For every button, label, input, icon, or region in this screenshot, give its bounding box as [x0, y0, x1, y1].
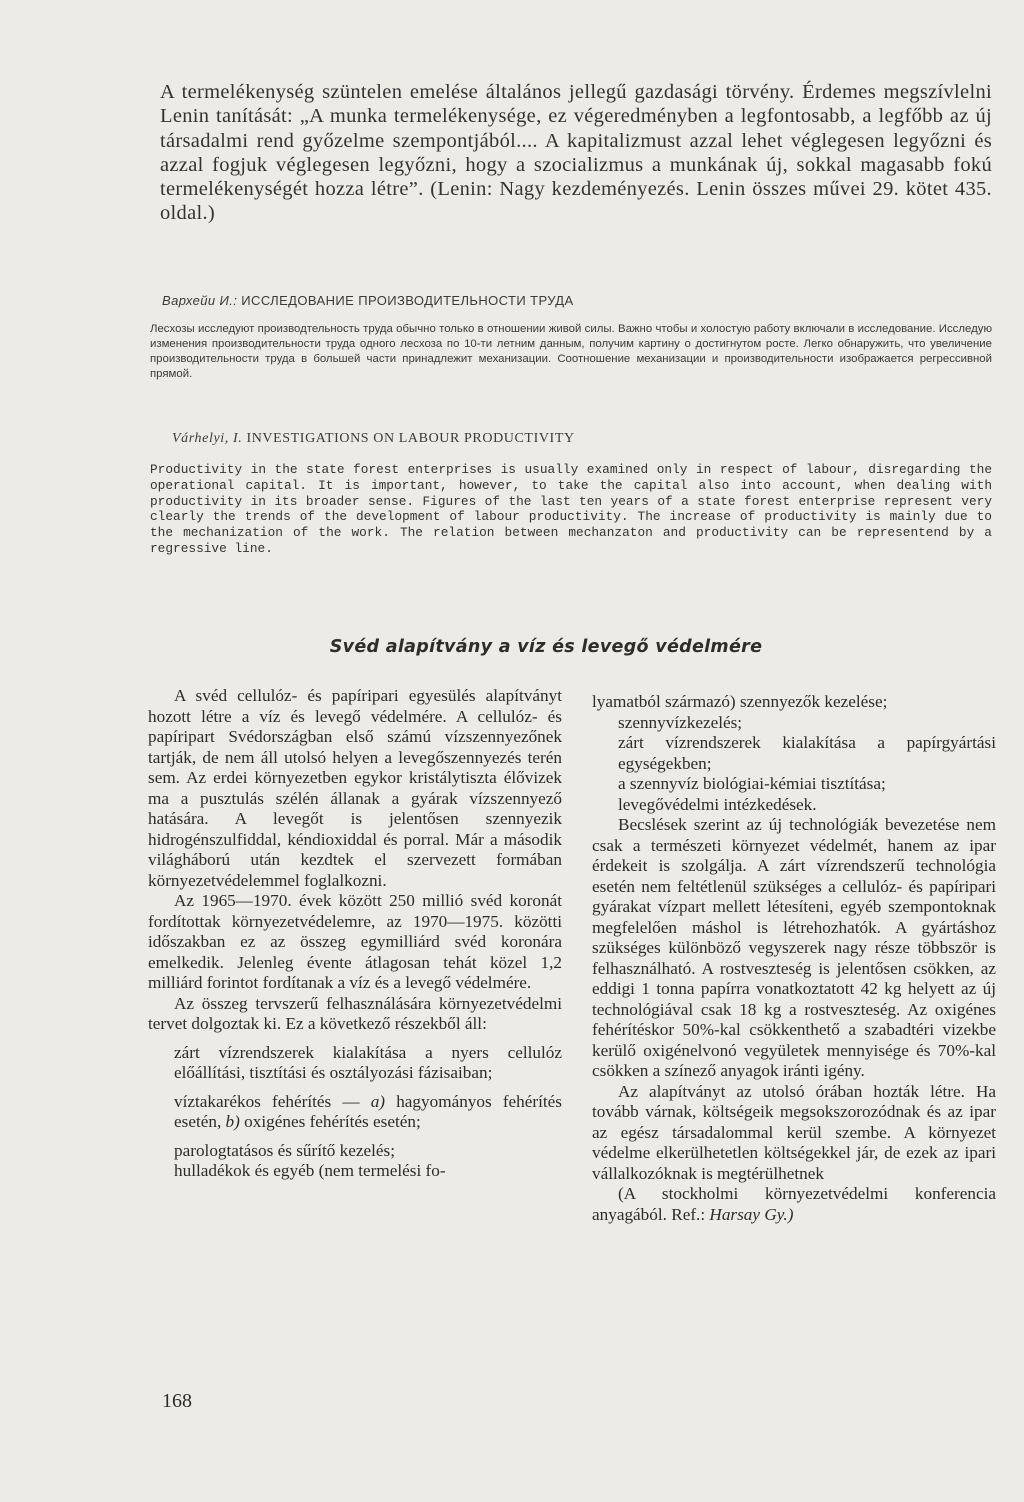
- english-abstract-title: INVESTIGATIONS ON LABOUR PRODUCTIVITY: [246, 431, 575, 446]
- list-item: levegővédelmi intézkedések.: [618, 794, 817, 814]
- lenin-quote-paragraph: [160, 80, 992, 226]
- bleaching-a-text: hagyományos fehérítés esetén,: [174, 1091, 562, 1131]
- english-abstract-text: Productivity in the state forest enterprises is usually examined only in respect of labour, disregarding the operational capital. It is important, however, to take the capital also into account, when dealing with productivity in its broader sense. Figures of the last ten years of a state forest enterprise represent very clearly the trends of the development of labour productivity. The increase of productivity is mainly due to the mechanization of the work. The relation between mechanzaton and productivity can be representend by a regressive line.: [150, 462, 992, 556]
- russian-abstract-heading: [162, 293, 992, 308]
- list-item: zárt vízrendszerek kialakítása a papírgyártási egységekben;: [618, 733, 996, 773]
- bleaching-prefix: víztakarékos fehérítés —: [174, 1091, 371, 1111]
- bleaching-b-label: b): [225, 1112, 240, 1131]
- source-author: Harsay Gy.): [709, 1204, 794, 1224]
- article-left-column: [148, 686, 562, 1182]
- bleaching-a-label: a): [370, 1091, 386, 1111]
- english-abstract-heading: [172, 431, 992, 447]
- page-number: 168: [162, 1390, 192, 1412]
- list-item: zárt vízrendszerek kialakítása a nyers cellulóz előállítási, tisztítási és osztályozási fázisaiban;: [174, 1042, 562, 1082]
- russian-abstract-title: ИССЛЕДОВАНИЕ ПРОИЗВОДИТЕЛЬНОСТИ ТРУДА: [241, 293, 574, 308]
- source-reference: [592, 1184, 996, 1225]
- source-text: (A stockholmi környezetvédelmi konferencia anyagából. Ref.:: [592, 1184, 996, 1224]
- paragraph: Az 1965—1970. évek között 250 millió svéd koronát fordítottak környezetvédelemre, az 1970—1975. közötti időszakban ez az összeg egymilliárd svéd koronára emelkedik. Jelenleg évente átlagosan tehát közel 1,2 milliárd forintot fordítanak a víz és a levegő védelmére.: [148, 891, 562, 992]
- paragraph: Az összeg tervszerű felhasználására környezetvédelmi tervet dolgoztak ki. Ez a következő részekből áll:: [148, 993, 562, 1033]
- list-item-bleaching: [148, 1092, 562, 1133]
- english-abstract-author: Várhelyi, I.: [172, 431, 243, 446]
- paragraph: Becslések szerint az új technológiák bevezetése nem csak a természeti környezet védelmét, hanem az ipar érdekeit is szolgálja. A zárt vízrendszerű technológia esetén nem feltétlenül szükséges a cellulóz- és papíripari gyárakat vízpart mellett létesíteni, egyéb szempontoknak megfelelően máshol is létrehozhatók. A gyártáshoz szükséges különböző vegyszerek nagy része többször is felhasználható. A rostveszteség is jelentősen csökken, az eddigi 1 tonna papírra vonatkoztatott 42 kg helyett az új technológiával csak 18 kg a rostveszteség. Az oxigénes fehérítéskor 50%-kal csökkenthető a szabadtéri vizekbe kerülő oxigénelvonó vegyületek mennyisége és 70%-kal csökken a színező anyagok iránti igény.: [592, 815, 996, 1080]
- article-right-column: [592, 692, 996, 1225]
- paragraph: Az alapítványt az utolsó órában hozták létre. Ha tovább várnak, költségeik megsokszorozódnak és az ipar az egész társadalommal kerül szembe. A környezet védelme elkerülhetetlen költségekkel jár, de ezek az ipari vállalkozóknak is megtérülhetnek: [592, 1081, 996, 1183]
- russian-abstract-body: [150, 322, 992, 382]
- list-item: a szennyvíz biológiai-kémiai tisztítása;: [618, 774, 886, 793]
- english-abstract-body: [150, 462, 992, 557]
- russian-abstract-author: Вархейи И.:: [162, 293, 238, 308]
- list-item-continuation: lyamatból származó) szennyezők kezelése;: [592, 692, 888, 711]
- russian-abstract-text: Лесхозы исследуют производтельность труда обычно только в отношении живой силы. Важно чтобы и холостую работу включали в исследование. Исследую изменения производительности труда одного лесхоза по 10-ти летним данным, получим картину о достигнутом росте. Легко обнаружить, что увеличение производительности труда в большей части принадлежит механизации. Соотношение механизации и производительности изображается регрессивной прямой.: [150, 323, 992, 380]
- bleaching-b-text: oxigénes fehérítés esetén;: [239, 1112, 421, 1131]
- paragraph: A svéd cellulóz- és papíripari egyesülés alapítványt hozott létre a víz és levegő védelmére. A cellulóz- és papíripart Svédországban első számú vízszennyezőnek tartják, de nem áll utolsó helyen a levegőszennyezés terén sem. Az erdei környezetben egykor kristálytiszta élővizek ma a pusztulás szélén állanak a gyárak vízszennyező hatására. A levegőt is jelentősen szennyezik hidrogénszulfiddal, kéndioxiddal és porral. Már a második világháború után kezdtek el szervezett formában környezetvédelemmel foglalkozni.: [148, 686, 562, 890]
- list-item: hulladékok és egyéb (nem termelési fo-: [174, 1161, 446, 1180]
- quote-text: A termelékenység szüntelen emelése általános jellegű gazdasági törvény. Érdemes megszívlelni Lenin tanítását: „A munka termelékenysége, ez végeredményben a legfontosabb, a legfőbb az új társadalmi rend győzelme szempontjából.... A kapitalizmust azzal lehet véglegesen legyőzni és azzal fogjuk véglegesen legyőzni, hogy a szocializmus a munkának új, sokkal magasabb fokú termelékenységét hozza létre”. (Lenin: Nagy kezdeményezés. Lenin összes művei 29. kötet 435. oldal.): [160, 81, 992, 225]
- list-item: szennyvízkezelés;: [618, 712, 743, 732]
- article-title: Svéd alapítvány a víz és levegő védelmére: [329, 637, 763, 657]
- list-item: parologtatásos és sűrítő kezelés;: [174, 1140, 395, 1160]
